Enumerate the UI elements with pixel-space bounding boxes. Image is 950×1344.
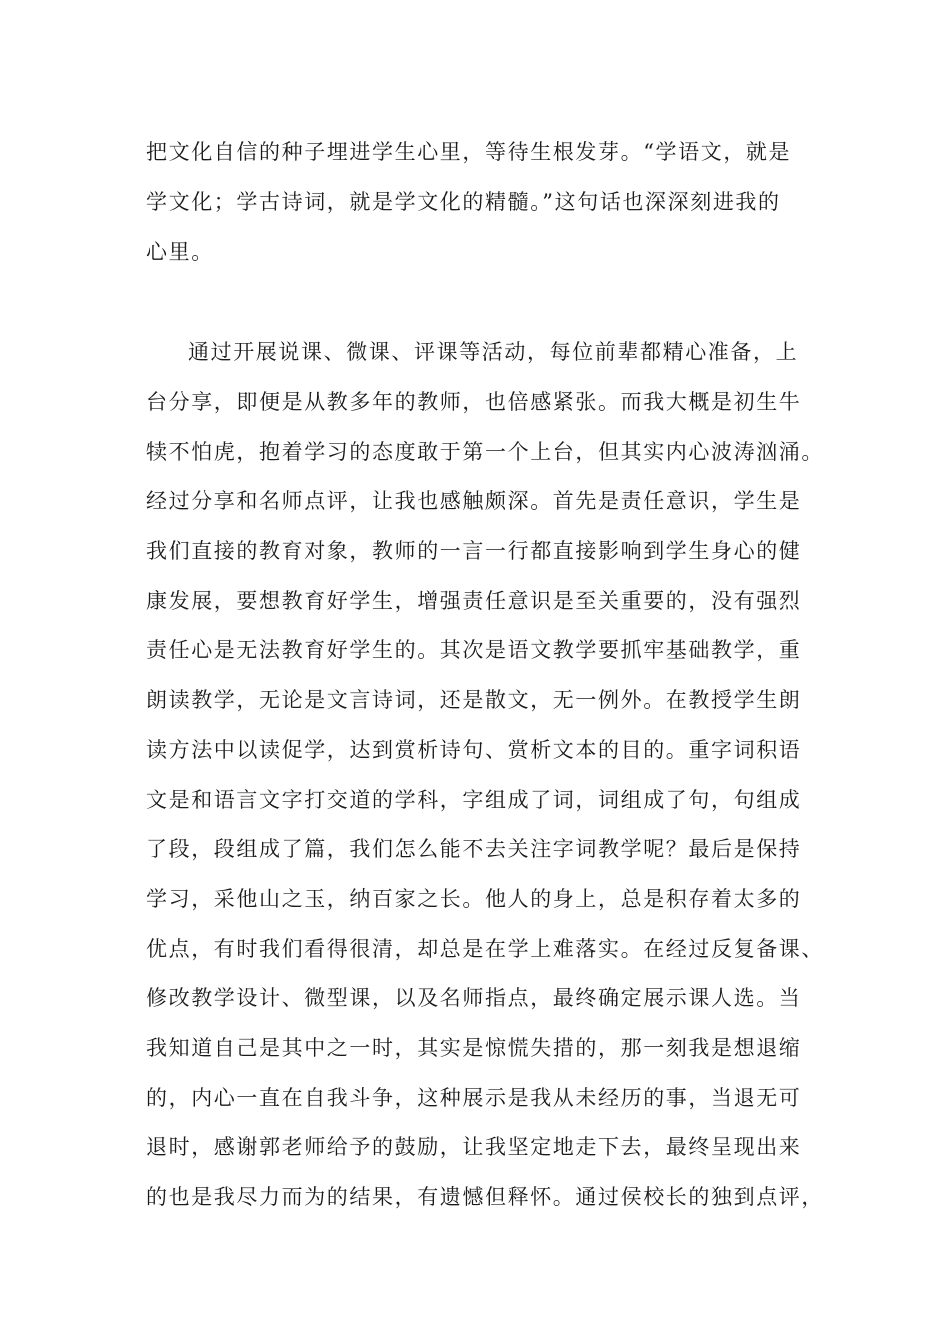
text-line: 我知道自己是其中之一时，其实是惊慌失措的，那一刻我是想退缩 [146, 1036, 802, 1060]
text-line: 经过分享和名师点评，让我也感触颇深。首先是责任意识，学生是 [146, 489, 802, 513]
text-line: 修改教学设计、微型课，以及名师指点，最终确定展示课人选。当 [146, 986, 802, 1010]
text-line: 台分享，即便是从教多年的教师，也倍感紧张。而我大概是初生牛 [146, 390, 802, 414]
text-line: 的也是我尽力而为的结果，有遗憾但释怀。通过侯校长的独到点评， [146, 1185, 824, 1209]
text-line: 康发展，要想教育好学生，增强责任意识是至关重要的，没有强烈 [146, 589, 802, 613]
text-line: 心里。 [146, 240, 214, 264]
text-line: 了段，段组成了篇，我们怎么能不去关注字词教学呢？最后是保持 [146, 837, 802, 861]
text-line: 犊不怕虎，抱着学习的态度敢于第一个上台，但其实内心波涛汹涌。 [146, 440, 824, 464]
text-line: 我们直接的教育对象，教师的一言一行都直接影响到学生身心的健 [146, 539, 802, 563]
text-line: 文是和语言文字打交道的学科，字组成了词，词组成了句，句组成 [146, 788, 802, 812]
text-line: 优点，有时我们看得很清，却总是在学上难落实。在经过反复备课、 [146, 937, 824, 961]
text-line: 的，内心一直在自我斗争，这种展示是我从未经历的事，当退无可 [146, 1086, 802, 1110]
text-line: 退时，感谢郭老师给予的鼓励，让我坚定地走下去，最终呈现出来 [146, 1135, 802, 1159]
text-line: 把文化自信的种子埋进学生心里，等待生根发芽。“学语文，就是 [146, 140, 792, 164]
text-line: 朗读教学，无论是文言诗词，还是散文，无一例外。在教授学生朗 [146, 688, 802, 712]
text-line: 读方法中以读促学，达到赏析诗句、赏析文本的目的。重字词积语 [146, 738, 802, 762]
text-line: 通过开展说课、微课、评课等活动，每位前辈都精心准备，上 [188, 340, 799, 364]
text-line: 责任心是无法教育好学生的。其次是语文教学要抓牢基础教学，重 [146, 638, 802, 662]
text-line: 学习，采他山之玉，纳百家之长。他人的身上，总是积存着太多的 [146, 887, 802, 911]
text-line: 学文化；学古诗词，就是学文化的精髓。”这句话也深深刻进我的 [146, 190, 781, 214]
